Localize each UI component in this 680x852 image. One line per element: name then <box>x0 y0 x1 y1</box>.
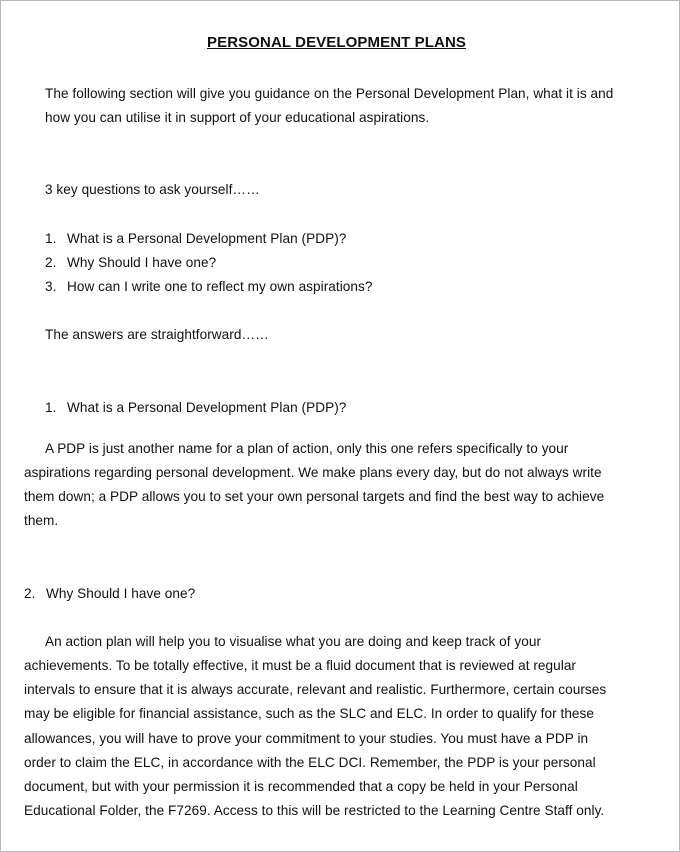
question-number: 1. <box>45 231 57 246</box>
section-2-line-4: may be eligible for financial assistance, such as the SLC and ELC. In order to qualify for these <box>24 706 595 721</box>
question-number: 2. <box>45 255 57 270</box>
intro-line-1: The following section will give you guidance on the Personal Development Plan, what it is and <box>45 86 614 101</box>
question-number: 3. <box>45 279 57 294</box>
question-text: How can I write one to reflect my own aspirations? <box>67 279 373 294</box>
intro-line-2: how you can utilise it in support of your educational aspirations. <box>45 110 430 125</box>
section-2-line-6: order to claim the ELC, in accordance with the ELC DCI. Remember, the PDP is your personal <box>24 755 596 770</box>
section-1-line-3: them down; a PDP allows you to set your own personal targets and find the best way to achieve <box>24 489 605 504</box>
question-text: What is a Personal Development Plan (PDP)? <box>67 231 347 246</box>
section-1-title: What is a Personal Development Plan (PDP)? <box>67 400 347 415</box>
section-2-title: Why Should I have one? <box>46 586 196 601</box>
section-2-line-5: allowances, you will have to prove your commitment to your studies. You must have a PDP in <box>24 731 589 746</box>
question-item <box>45 255 216 271</box>
answers-lead: The answers are straightforward…… <box>45 327 269 342</box>
section-1-line-4: them. <box>24 513 59 528</box>
questions-lead: 3 key questions to ask yourself…… <box>45 182 260 197</box>
question-text: Why Should I have one? <box>67 255 217 270</box>
question-item <box>45 279 372 295</box>
section-2-line-1: An action plan will help you to visualise what you are doing and keep track of your <box>45 634 542 649</box>
question-item <box>45 231 346 247</box>
section-2-number: 2. <box>24 586 36 601</box>
section-1-line-1: A PDP is just another name for a plan of action, only this one refers specifically to your <box>45 441 569 456</box>
section-2-line-7: document, but with your permission it is recommended that a copy be held in your Personal <box>24 779 578 794</box>
section-1-number: 1. <box>45 400 57 415</box>
section-2-line-8: Educational Folder, the F7269. Access to this will be restricted to the Learning Centre Staff only. <box>24 803 605 818</box>
section-2-heading <box>24 586 195 602</box>
page-title: PERSONAL DEVELOPMENT PLANS <box>207 34 467 51</box>
section-1-line-2: aspirations regarding personal development. We make plans every day, but do not always write <box>24 465 602 480</box>
section-1-heading <box>45 400 346 416</box>
section-2-line-3: intervals to ensure that it is always accurate, relevant and realistic. Furthermore, certain courses <box>24 682 607 697</box>
section-2-line-2: achievements. To be totally effective, it must be a fluid document that is reviewed at regular <box>24 658 577 673</box>
